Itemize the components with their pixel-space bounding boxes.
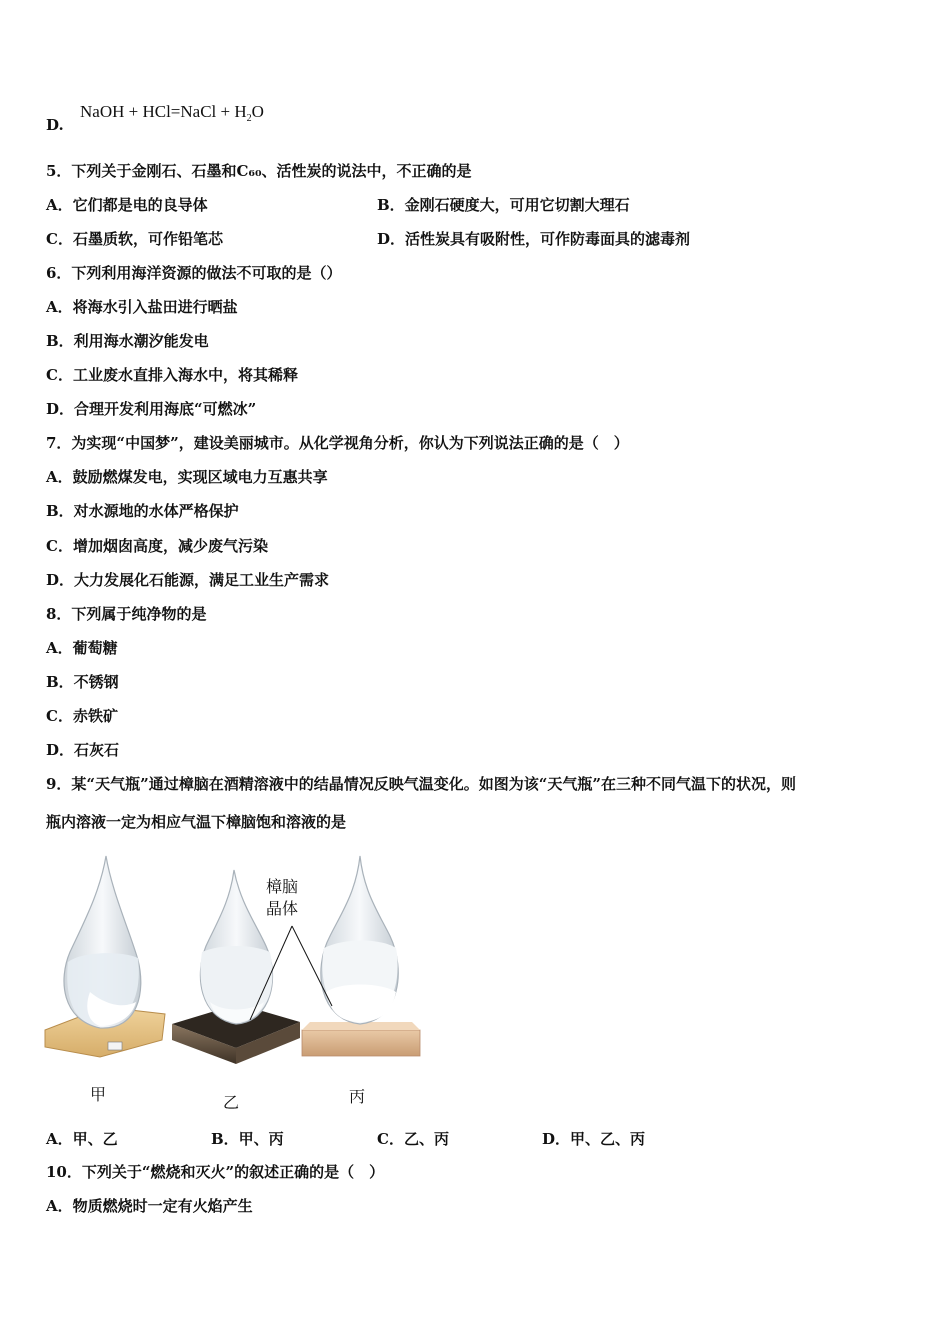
- q6-option-c: C．工业废水直排入海水中，将其稀释: [46, 366, 298, 384]
- q9-option-c: C．乙、丙: [377, 1130, 449, 1148]
- q9-option-a: A．甲、乙: [46, 1130, 118, 1148]
- q10-option-a: A．物质燃烧时一定有火焰产生: [46, 1197, 253, 1215]
- formula-subscript: 2: [246, 113, 252, 124]
- bottle-label-yi: 乙: [223, 1093, 240, 1112]
- bottle-bing: [302, 856, 420, 1056]
- q4-option-d-label: D.: [46, 116, 64, 134]
- q5-option-b: B．金刚石硬度大，可用它切割大理石: [377, 196, 630, 214]
- formula-main: NaOH + HCl=NaCl + H: [80, 102, 247, 121]
- callout-label-line2: 晶体: [266, 899, 299, 918]
- q5-stem: 5．下列关于金刚石、石墨和C₆₀、活性炭的说法中，不正确的是: [46, 162, 472, 180]
- q8-option-d: D．石灰石: [46, 741, 120, 759]
- q9-stem-line1: 9．某“天气瓶”通过樟脑在酒精溶液中的结晶情况反映气温变化。如图为该“天气瓶”在三种不同气温下的状况，则: [46, 775, 796, 793]
- weather-bottles-illustration: [40, 852, 430, 1117]
- q7-option-a: A．鼓励燃煤发电，实现区域电力互惠共享: [46, 468, 328, 486]
- q8-option-c: C．赤铁矿: [46, 707, 118, 725]
- q5-option-d: D．活性炭具有吸附性，可作防毒面具的滤毒剂: [377, 230, 691, 248]
- q9-stem-line2: 瓶内溶液一定为相应气温下樟脑饱和溶液的是: [46, 813, 347, 831]
- q7-stem: 7．为实现“中国梦”，建设美丽城市。从化学视角分析，你认为下列说法正确的是（ ）: [46, 434, 629, 452]
- formula-tail: O: [251, 102, 264, 121]
- bottle-label-bing: 丙: [349, 1087, 366, 1106]
- bottle-label-jia: 甲: [90, 1085, 107, 1104]
- callout-label-line1: 樟脑: [266, 877, 299, 896]
- q7-option-d: D．大力发展化石能源，满足工业生产需求: [46, 571, 330, 589]
- q9-option-b: B．甲、丙: [211, 1130, 284, 1148]
- q7-option-c: C．增加烟囱高度，减少废气污染: [46, 537, 268, 555]
- q6-stem: 6．下列利用海洋资源的做法不可取的是（）: [46, 264, 342, 282]
- q4-option-d-formula: [80, 102, 264, 124]
- q8-stem: 8．下列属于纯净物的是: [46, 605, 207, 623]
- q8-option-b: B．不锈钢: [46, 673, 119, 691]
- q5-option-c: C．石墨质软，可作铅笔芯: [46, 230, 223, 248]
- q9-option-d: D．甲、乙、丙: [542, 1130, 646, 1148]
- weather-bottle-figure: [40, 852, 430, 1117]
- q8-option-a: A．葡萄糖: [46, 639, 118, 657]
- q6-option-d: D．合理开发利用海底“可燃冰”: [46, 400, 257, 418]
- q10-stem: 10．下列关于“燃烧和灭火”的叙述正确的是（ ）: [46, 1163, 385, 1181]
- q7-option-b: B．对水源地的水体严格保护: [46, 502, 239, 520]
- bottle-jia: [45, 856, 165, 1057]
- q6-option-b: B．利用海水潮汐能发电: [46, 332, 209, 350]
- q5-option-a: A．它们都是电的良导体: [46, 196, 208, 214]
- callout-label: [266, 876, 298, 920]
- q6-option-a: A．将海水引入盐田进行晒盐: [46, 298, 238, 316]
